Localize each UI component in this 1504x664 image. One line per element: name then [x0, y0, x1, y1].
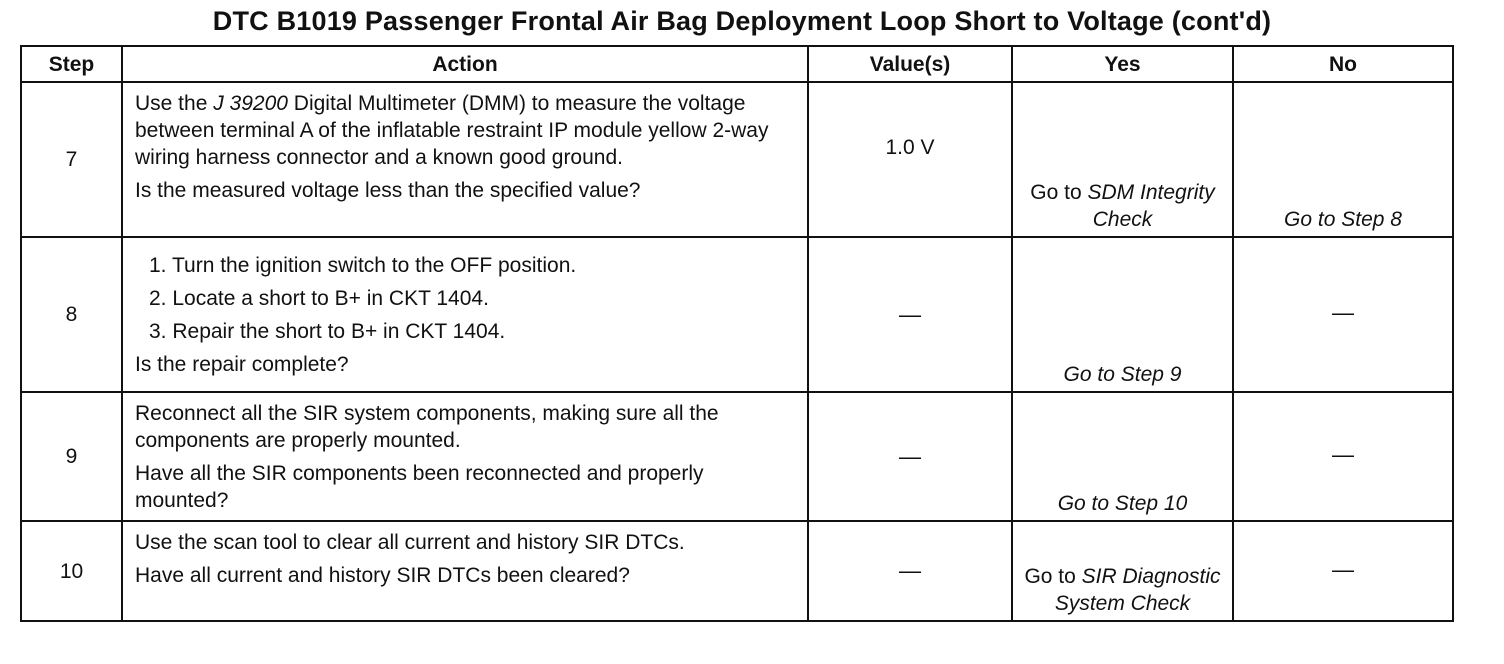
yes-link[interactable]: Go to Step 9	[1063, 363, 1182, 386]
yes-cell	[1012, 392, 1233, 521]
action-list-item: 1. Turn the ignition switch to the OFF position.	[149, 254, 577, 277]
step-number: 8	[21, 237, 122, 392]
no-cell	[1233, 82, 1453, 237]
yes-link[interactable]: SDM Integrity Check	[1087, 181, 1215, 231]
header-yes: Yes	[1012, 46, 1233, 82]
no-cell: —	[1233, 521, 1453, 621]
no-link[interactable]: Go to Step 8	[1284, 208, 1402, 231]
action-text: Use the scan tool to clear all current and history SIR DTCs.	[135, 531, 685, 554]
document-title: DTC B1019 Passenger Frontal Air Bag Deployment Loop Short to Voltage (cont'd)	[212, 6, 1272, 36]
action-list-item: 2. Locate a short to B+ in CKT 1404.	[149, 287, 489, 310]
action-text: Reconnect all the SIR system components, making sure all the components are properly mounted.	[135, 402, 719, 452]
action-question: Is the repair complete?	[135, 353, 349, 376]
table-row	[21, 82, 1453, 237]
action-cell	[122, 237, 808, 392]
action-cell	[122, 392, 808, 521]
action-cell	[122, 521, 808, 621]
action-text: Use the J 39200 Digital Multimeter (DMM) to measure the voltage between terminal A of the inflatable restraint IP module yellow 2-way wiring harness connector and a known good ground.	[135, 92, 769, 169]
header-step: Step	[21, 46, 122, 82]
no-cell: —	[1233, 392, 1453, 521]
yes-link[interactable]: Go to Step 10	[1057, 492, 1188, 515]
step-number: 10	[21, 521, 122, 621]
value-cell: —	[808, 392, 1012, 521]
action-question: Is the measured voltage less than the specified value?	[135, 179, 641, 202]
value-cell: —	[808, 237, 1012, 392]
yes-cell	[1012, 237, 1233, 392]
yes-link[interactable]: SIR Diagnostic System Check	[1054, 565, 1221, 615]
yes-cell: Go to SIR Diagnostic System Check	[1012, 521, 1233, 621]
action-question: Have all current and history SIR DTCs been cleared?	[135, 564, 630, 587]
action-cell	[122, 82, 808, 237]
table-row	[21, 392, 1453, 521]
step-number: 7	[21, 82, 122, 237]
table-header-row	[21, 46, 1453, 82]
diagnostic-table	[20, 45, 1454, 622]
no-cell: —	[1233, 237, 1453, 392]
tool-reference: J 39200	[213, 92, 288, 115]
action-question: Have all the SIR components been reconnected and properly mounted?	[135, 462, 704, 512]
table-row	[21, 237, 1453, 392]
table-row	[21, 521, 1453, 621]
header-no: No	[1233, 46, 1453, 82]
value-cell: 1.0 V	[808, 82, 1012, 237]
value-cell: —	[808, 521, 1012, 621]
yes-cell: Go to SDM Integrity Check	[1012, 82, 1233, 237]
header-values: Value(s)	[808, 46, 1012, 82]
action-list-item: 3. Repair the short to B+ in CKT 1404.	[149, 320, 506, 343]
step-number: 9	[21, 392, 122, 521]
header-action: Action	[122, 46, 808, 82]
